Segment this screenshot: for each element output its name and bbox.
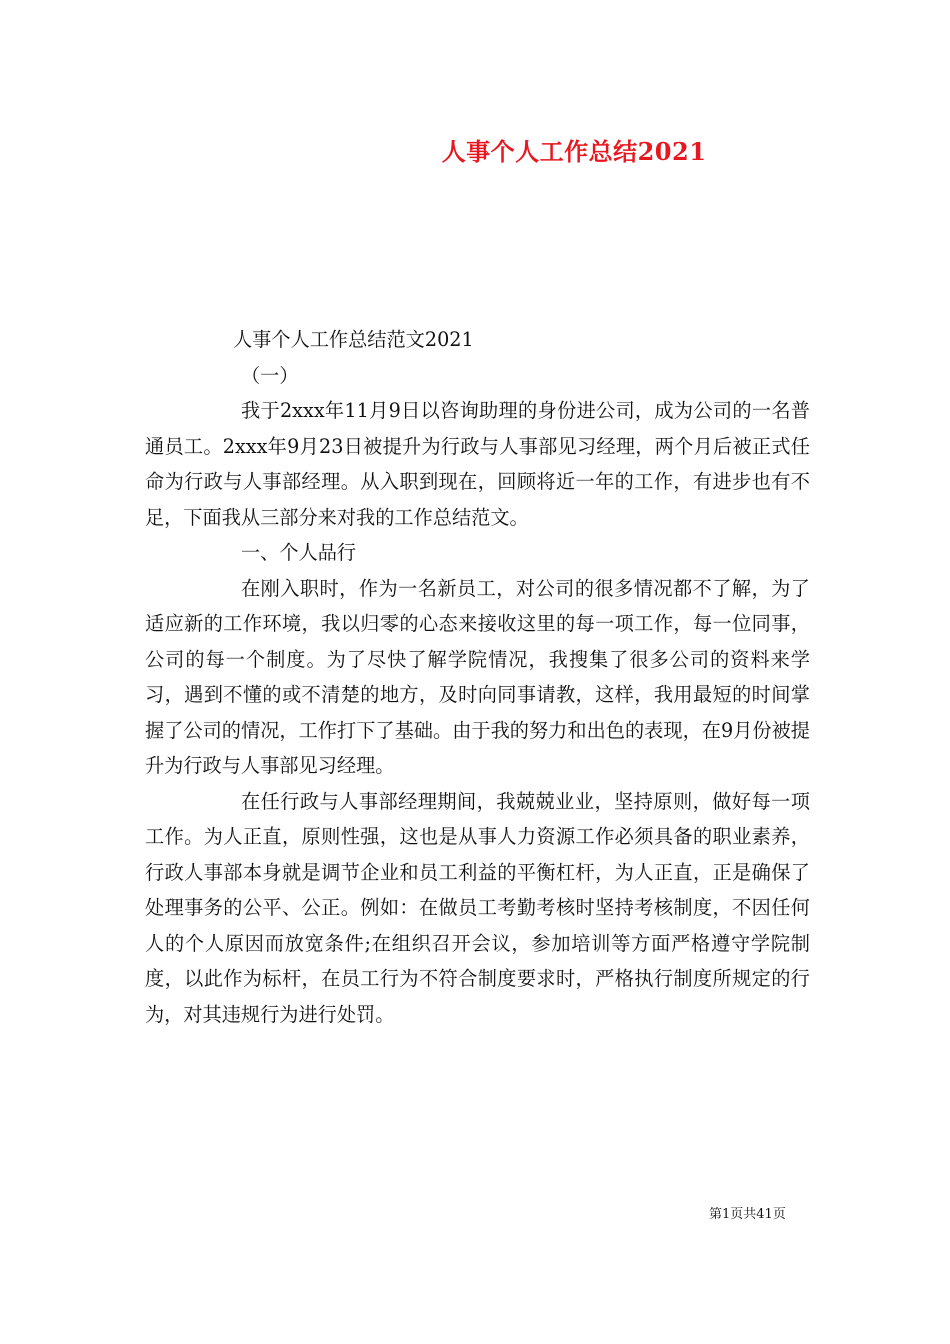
document-title: 人事个人工作总结2021	[441, 137, 707, 166]
page-footer: 第1页共41页	[709, 1207, 786, 1222]
paragraph-onboarding: 在刚入职时，作为一名新员工，对公司的很多情况都不了解，为了适应新的工作环境，我以归零的心态来接收这里的每一项工作，每一位同事，公司的每一个制度。为了尽快了解学院情况，我搜集了很多公司的资料来学习，遇到不懂的或不清楚的地方，及时向同事请教，这样，我用最短的时间掌握了公司的情况，工作打下了基础。由于我的努力和出色的表现，在9月份被提升为行政与人事部见习经理。	[145, 576, 810, 777]
paragraph-intro: 我于2xxx年11月9日以咨询助理的身份进公司，成为公司的一名普通员工。2xxx年9月23日被提升为行政与人事部见习经理，两个月后被正式任命为行政与人事部经理。从入职到现在，回顾将近一年的工作，有进步也有不足，下面我从三部分来对我的工作总结范文。	[145, 399, 810, 529]
document-subtitle: 人事个人工作总结范文2021	[233, 328, 474, 351]
paragraph-manager-tenure: 在任行政与人事部经理期间，我兢兢业业，坚持原则，做好每一项工作。为人正直，原则性强，这也是从事人力资源工作必须具备的职业素养，行政人事部本身就是调节企业和员工利益的平衡杠杆，为人正直，正是确保了处理事务的公平、公正。例如：在做员工考勤考核时坚持考核制度，不因任何人的个人原因而放宽条件;在组织召开会议，参加培训等方面严格遵守学院制度，以此作为标杆，在员工行为不符合制度要求时，严格执行制度所规定的行为，对其违规行为进行处罚。	[145, 789, 810, 1026]
section-number: （一）	[241, 363, 299, 387]
document-body	[145, 322, 810, 1032]
section-heading-personal-conduct: 一、个人品行	[241, 541, 357, 564]
